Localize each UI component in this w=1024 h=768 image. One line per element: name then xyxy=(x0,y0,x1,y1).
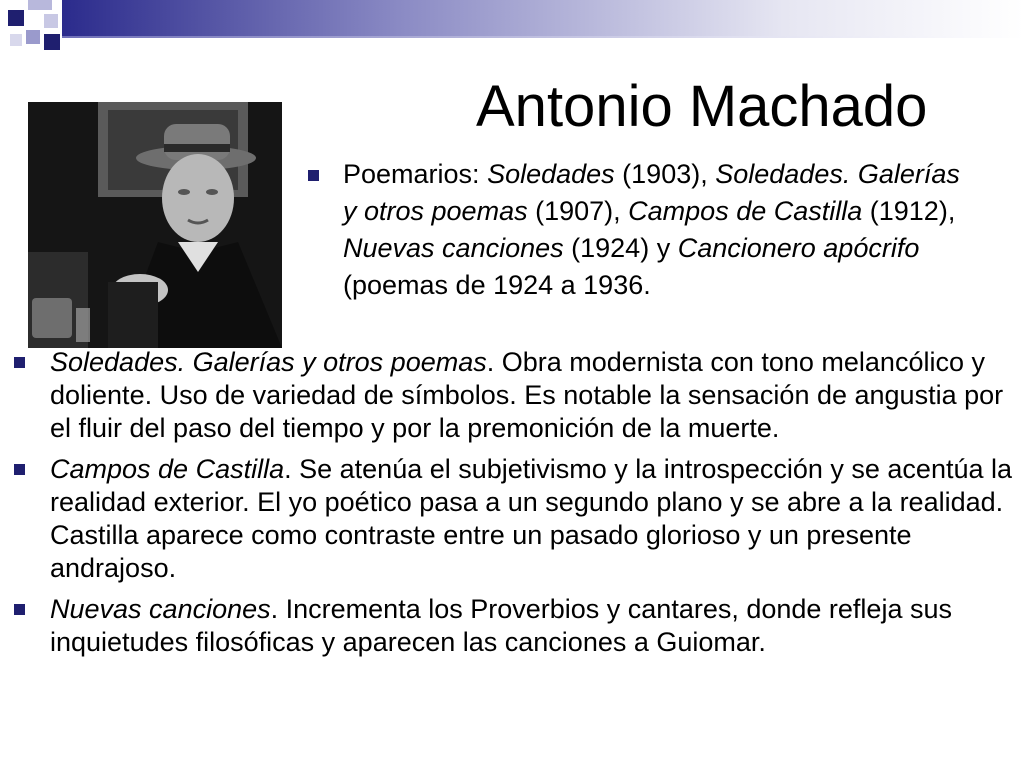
list-item-lead: Soledades. Galerías y otros poemas xyxy=(50,347,487,377)
list-item-text xyxy=(10,453,1018,585)
list-item xyxy=(10,346,1018,445)
intro-bullet xyxy=(306,156,996,304)
slide-title xyxy=(430,72,990,142)
bullet-list xyxy=(10,346,1018,667)
list-item-text xyxy=(10,593,1018,659)
list-item-body: . Se atenúa el subjetivismo y la introspección y se acentúa la realidad exterior. El yo poético pasa a un segundo plano y se abre a la realidad. Castilla aparece como contraste entre un pasado glorioso y un presente andrajoso. xyxy=(50,454,1013,583)
list-item-lead: Nuevas canciones xyxy=(50,594,271,624)
bullet-icon xyxy=(14,464,25,475)
list-item-lead: Campos de Castilla xyxy=(50,454,285,484)
list-item xyxy=(10,593,1018,659)
decor-square-1 xyxy=(8,10,24,26)
list-item-body: . Incrementa los Proverbios y cantares, donde refleja sus inquietudes filosóficas y aparecen las canciones a Guiomar. xyxy=(50,594,952,657)
intro-text-part: (1924) y xyxy=(563,233,678,263)
slide-title-text: Antonio Machado xyxy=(476,74,928,139)
intro-title-part: Nuevas canciones xyxy=(343,233,564,263)
portrait-photo xyxy=(28,102,282,348)
intro-text-part: (1903), xyxy=(614,159,716,189)
intro-title-part: Cancionero apócrifo xyxy=(677,233,920,263)
list-item xyxy=(10,453,1018,585)
intro-text-part: (poemas de 1924 a 1936. xyxy=(343,270,651,300)
intro-title-part: Soledades. Galerías y otros poemas xyxy=(343,159,960,226)
portrait-photo-icon xyxy=(28,102,282,348)
header-bar xyxy=(62,0,1024,36)
decor-square-6 xyxy=(10,34,22,46)
header-divider xyxy=(62,36,1024,38)
intro-text-part: Poemarios: xyxy=(343,159,488,189)
intro-title-part: Campos de Castilla xyxy=(628,196,863,226)
bullet-icon xyxy=(14,604,25,615)
list-item-text xyxy=(10,346,1018,445)
list-item-body: . Obra modernista con tono melancólico y doliente. Uso de variedad de símbolos. Es notable la sensación de angustia por el fluir del paso del tiempo y por la premonición de la muerte. xyxy=(50,347,1004,443)
decor-square-3 xyxy=(44,14,58,28)
decor-square-5 xyxy=(44,34,60,50)
bullet-icon xyxy=(308,170,319,181)
decor-square-2 xyxy=(28,0,52,10)
decor-square-4 xyxy=(26,30,40,44)
intro-text xyxy=(306,156,979,304)
bullet-icon xyxy=(14,357,25,368)
intro-text-part: (1907), xyxy=(527,196,629,226)
intro-title-part: Soledades xyxy=(487,159,615,189)
intro-text-part: (1912), xyxy=(862,196,956,226)
